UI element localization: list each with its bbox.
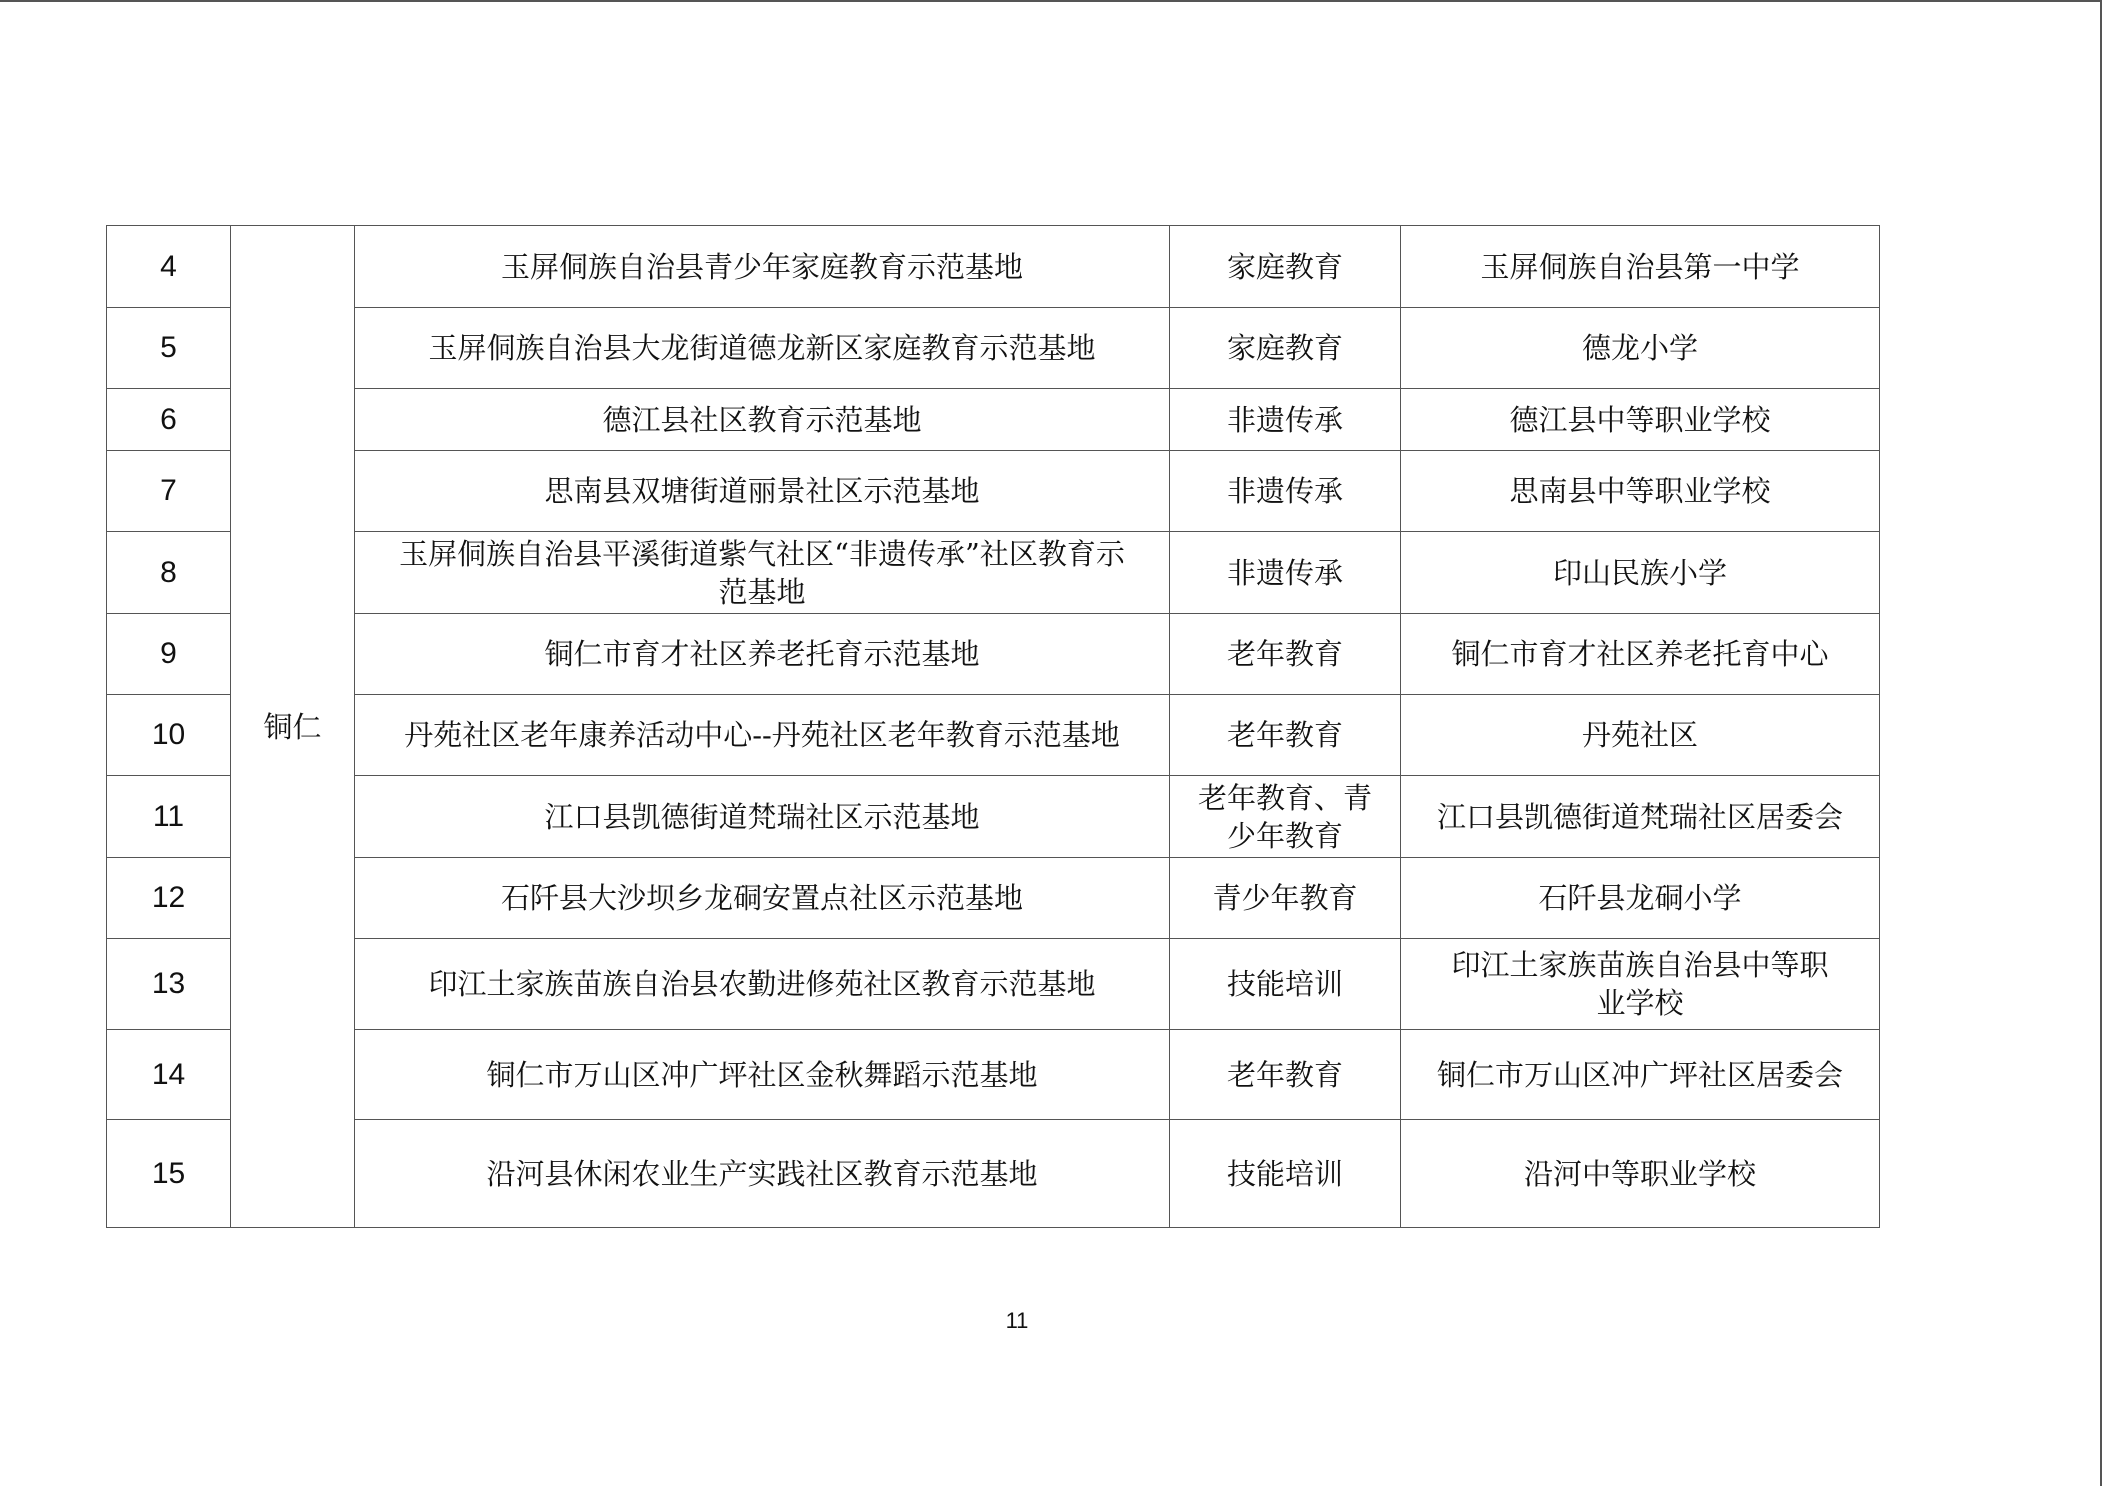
responsible-unit: 丹苑社区 (1401, 695, 1880, 776)
table-row (107, 939, 1880, 1030)
base-name: 丹苑社区老年康养活动中心--丹苑社区老年教育示范基地 (355, 695, 1170, 776)
base-name: 江口县凯德街道梵瑞社区示范基地 (355, 776, 1170, 858)
education-type: 老年教育 (1170, 695, 1401, 776)
education-type: 技能培训 (1170, 939, 1401, 1030)
page-number: 11 (1005, 1308, 1029, 1333)
base-name: 思南县双塘街道丽景社区示范基地 (355, 451, 1170, 532)
region-cell: 铜仁 (231, 226, 355, 1228)
responsible-unit: 德江县中等职业学校 (1401, 389, 1880, 451)
responsible-unit: 沿河中等职业学校 (1401, 1120, 1880, 1228)
row-number: 13 (107, 939, 231, 1030)
table-row (107, 614, 1880, 695)
base-name: 铜仁市育才社区养老托育示范基地 (355, 614, 1170, 695)
row-number: 4 (107, 226, 231, 308)
responsible-unit: 思南县中等职业学校 (1401, 451, 1880, 532)
row-number: 7 (107, 451, 231, 532)
table-row (107, 451, 1880, 532)
base-name: 沿河县休闲农业生产实践社区教育示范基地 (355, 1120, 1170, 1228)
responsible-unit: 石阡县龙硐小学 (1401, 858, 1880, 939)
row-number: 5 (107, 308, 231, 389)
table-row (107, 308, 1880, 389)
base-name: 印江土家族苗族自治县农勤进修苑社区教育示范基地 (355, 939, 1170, 1030)
base-name: 德江县社区教育示范基地 (355, 389, 1170, 451)
education-type: 家庭教育 (1170, 226, 1401, 308)
responsible-unit: 印江土家族苗族自治县中等职业学校 (1401, 939, 1880, 1030)
responsible-unit: 玉屏侗族自治县第一中学 (1401, 226, 1880, 308)
row-number: 14 (107, 1030, 231, 1120)
base-name: 石阡县大沙坝乡龙硐安置点社区示范基地 (355, 858, 1170, 939)
responsible-unit: 德龙小学 (1401, 308, 1880, 389)
education-type: 非遗传承 (1170, 389, 1401, 451)
education-type: 老年教育、青少年教育 (1170, 776, 1401, 858)
education-type: 青少年教育 (1170, 858, 1401, 939)
responsible-unit: 铜仁市万山区冲广坪社区居委会 (1401, 1030, 1880, 1120)
responsible-unit: 印山民族小学 (1401, 532, 1880, 614)
row-number: 10 (107, 695, 231, 776)
base-name: 铜仁市万山区冲广坪社区金秋舞蹈示范基地 (355, 1030, 1170, 1120)
row-number: 8 (107, 532, 231, 614)
base-name: 玉屏侗族自治县平溪街道紫气社区“非遗传承”社区教育示范基地 (355, 532, 1170, 614)
row-number: 9 (107, 614, 231, 695)
table-row (107, 1120, 1880, 1228)
row-number: 15 (107, 1120, 231, 1228)
education-type: 技能培训 (1170, 1120, 1401, 1228)
education-type: 非遗传承 (1170, 532, 1401, 614)
row-number: 11 (107, 776, 231, 858)
row-number: 12 (107, 858, 231, 939)
demonstration-base-table (106, 225, 1880, 1228)
table-row (107, 776, 1880, 858)
education-type: 老年教育 (1170, 614, 1401, 695)
row-number: 6 (107, 389, 231, 451)
responsible-unit: 江口县凯德街道梵瑞社区居委会 (1401, 776, 1880, 858)
education-type: 非遗传承 (1170, 451, 1401, 532)
responsible-unit: 铜仁市育才社区养老托育中心 (1401, 614, 1880, 695)
education-type: 家庭教育 (1170, 308, 1401, 389)
table-row (107, 532, 1880, 614)
base-name: 玉屏侗族自治县大龙街道德龙新区家庭教育示范基地 (355, 308, 1170, 389)
table-row (107, 695, 1880, 776)
table-row (107, 1030, 1880, 1120)
table-row (107, 389, 1880, 451)
table-row (107, 226, 1880, 308)
table-row (107, 858, 1880, 939)
education-type: 老年教育 (1170, 1030, 1401, 1120)
base-name: 玉屏侗族自治县青少年家庭教育示范基地 (355, 226, 1170, 308)
